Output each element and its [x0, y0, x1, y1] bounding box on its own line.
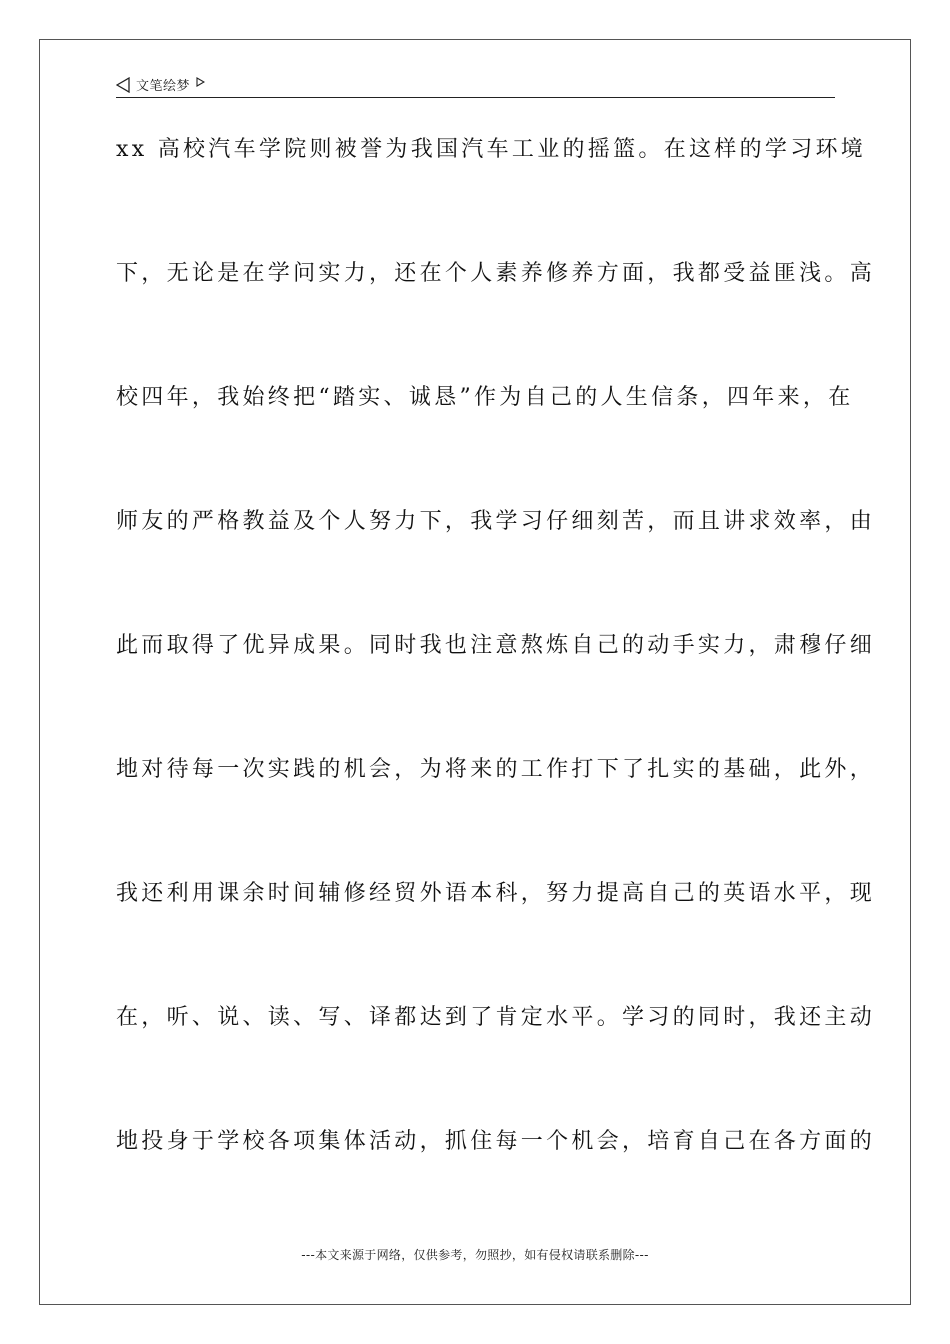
- right-triangle-icon: [196, 77, 205, 87]
- document-body: [116, 128, 876, 1244]
- header-brand: 文笔绘梦: [136, 79, 191, 94]
- text-line: 下，无论是在学问实力，还在个人素养修养方面，我都受益匪浅。高: [116, 261, 876, 286]
- text-line: 校四年，我始终把“踏实、诚恳”作为自己的人生信条，四年来，在: [116, 385, 854, 410]
- page-footer: ---本文来源于网络，仅供参考，勿照抄，如有侵权请联系删除---: [301, 1248, 649, 1262]
- text-line: 师友的严格教益及个人努力下，我学习仔细刻苦，而且讲求效率，由: [116, 509, 876, 534]
- page-header: [116, 72, 835, 98]
- left-triangle-icon: [116, 77, 130, 93]
- text-line: 地投身于学校各项集体活动，抓住每一个机会，培育自己在各方面的: [116, 1129, 876, 1154]
- text-line: 在，听、说、读、写、译都达到了肯定水平。学习的同时，我还主动: [116, 1005, 876, 1030]
- text-line: 此而取得了优异成果。同时我也注意熬炼自己的动手实力，肃穆仔细: [116, 633, 876, 658]
- text-line: 地对待每一次实践的机会，为将来的工作打下了扎实的基础，此外，: [116, 757, 876, 782]
- text-line: xx 高校汽车学院则被誉为我国汽车工业的摇篮。在这样的学习环境: [116, 137, 867, 162]
- text-line: 我还利用课余时间辅修经贸外语本科，努力提高自己的英语水平，现: [116, 881, 876, 906]
